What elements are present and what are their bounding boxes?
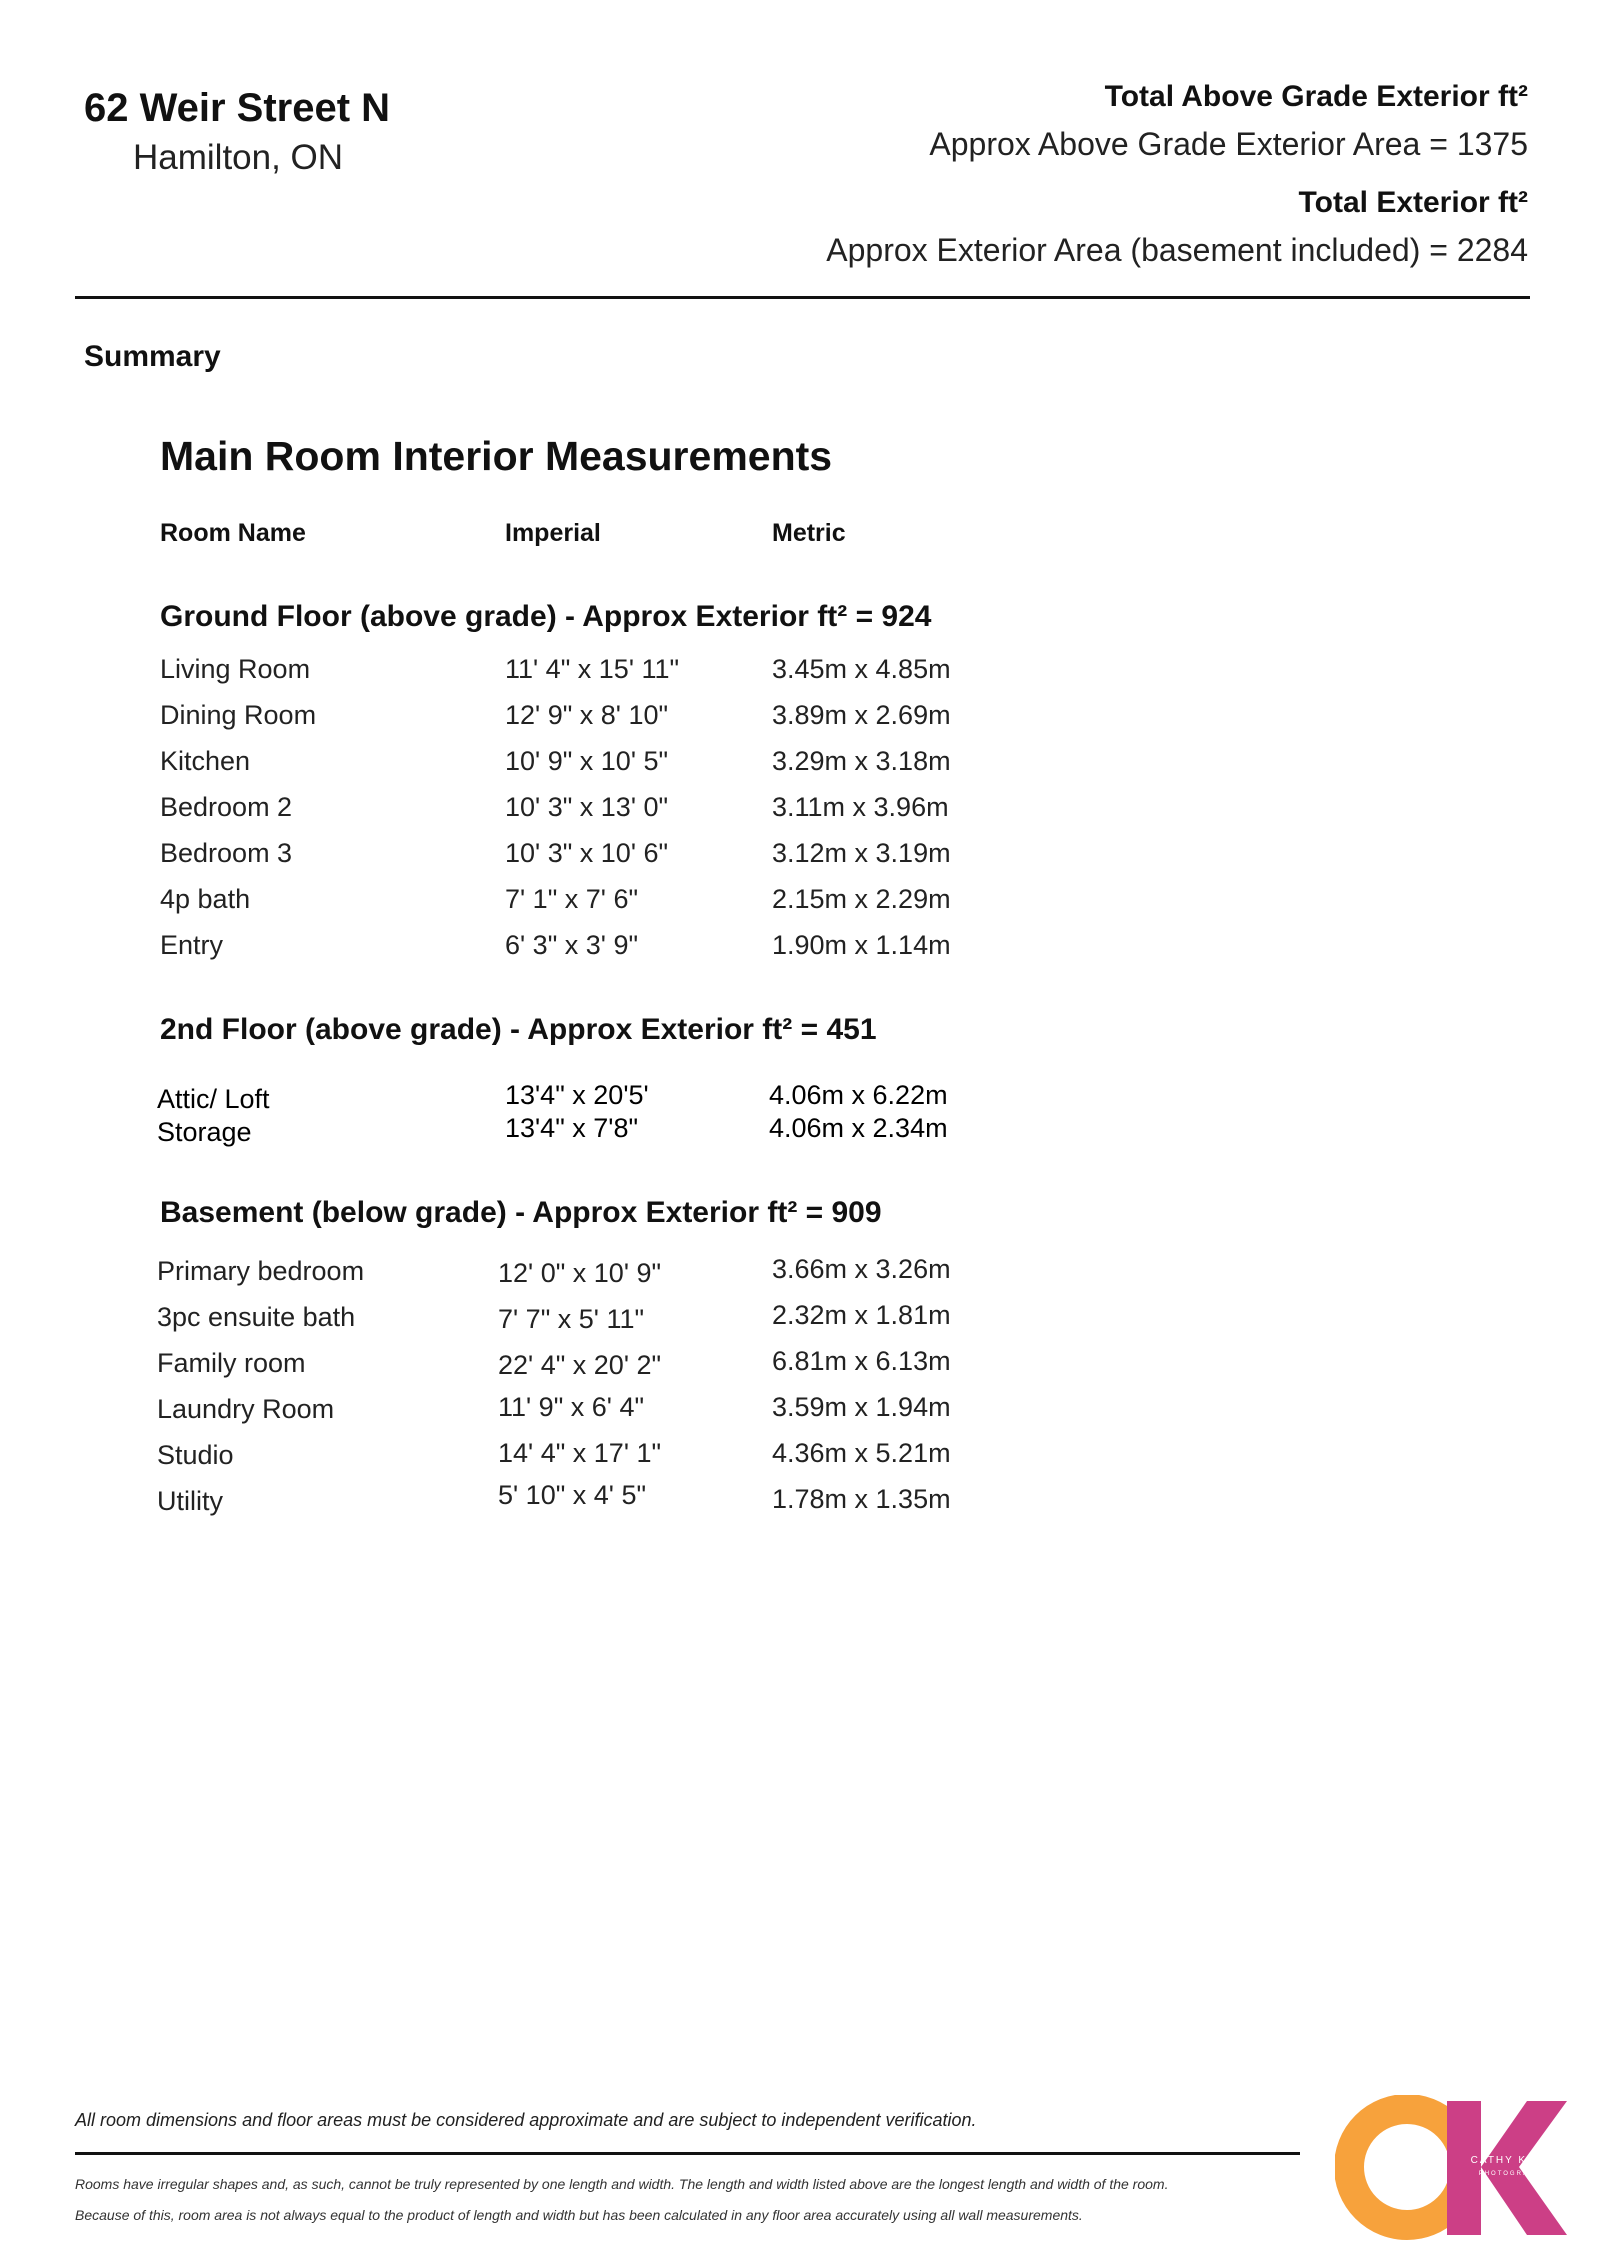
footer-divider bbox=[75, 2152, 1300, 2155]
table-row bbox=[0, 746, 1000, 780]
room-imperial: 7' 7" x 5' 11" bbox=[498, 1304, 645, 1334]
room-name: Bedroom 3 bbox=[160, 838, 293, 868]
column-header-metric: Metric bbox=[772, 519, 846, 547]
room-name: Studio bbox=[157, 1440, 234, 1470]
total-exterior-label: Total Exterior ft² bbox=[1298, 186, 1528, 219]
room-imperial: 11' 4" x 15' 11" bbox=[505, 654, 680, 684]
room-metric: 3.66m x 3.26m bbox=[772, 1254, 951, 1284]
main-title: Main Room Interior Measurements bbox=[160, 433, 833, 479]
room-name: 4p bath bbox=[160, 884, 251, 914]
room-metric: 2.15m x 2.29m bbox=[772, 884, 951, 914]
address-title: 62 Weir Street N bbox=[84, 86, 391, 130]
logo-tagline-text: PHOTOGRAPHY bbox=[1478, 2171, 1548, 2177]
room-imperial: 10' 9" x 10' 5" bbox=[505, 746, 669, 776]
table-row bbox=[0, 838, 1000, 872]
basement-heading: Basement (below grade) - Approx Exterior ft² = 909 bbox=[160, 1196, 882, 1229]
table-row bbox=[0, 1302, 1000, 1336]
room-imperial: 10' 3" x 10' 6" bbox=[505, 838, 669, 868]
table-row bbox=[0, 1113, 1000, 1151]
room-imperial: 14' 4" x 17' 1" bbox=[498, 1438, 662, 1468]
room-imperial: 13'4" x 20'5' bbox=[505, 1080, 649, 1110]
table-row bbox=[0, 1440, 1000, 1474]
room-metric: 1.78m x 1.35m bbox=[772, 1484, 951, 1514]
room-name: Utility bbox=[157, 1486, 223, 1516]
room-name: Attic/ Loft bbox=[157, 1084, 270, 1114]
table-row bbox=[0, 1394, 1000, 1428]
room-metric: 4.06m x 6.22m bbox=[769, 1080, 948, 1110]
room-metric: 4.06m x 2.34m bbox=[769, 1113, 948, 1143]
ok-logo-icon bbox=[1335, 2095, 1570, 2240]
ground-floor-heading: Ground Floor (above grade) - Approx Exterior ft² = 924 bbox=[160, 600, 932, 633]
room-name: Dining Room bbox=[160, 700, 317, 730]
room-name: Primary bedroom bbox=[157, 1256, 365, 1286]
above-grade-label: Total Above Grade Exterior ft² bbox=[1104, 80, 1528, 113]
room-metric: 3.89m x 2.69m bbox=[772, 700, 951, 730]
disclaimer: All room dimensions and floor areas must be considered approximate and are subject to independent verification. bbox=[75, 2110, 977, 2130]
room-imperial: 7' 1" x 7' 6" bbox=[505, 884, 639, 914]
table-row bbox=[0, 1348, 1000, 1382]
column-header-imperial: Imperial bbox=[505, 519, 601, 547]
room-name: Living Room bbox=[160, 654, 311, 684]
room-imperial: 12' 0" x 10' 9" bbox=[498, 1258, 662, 1288]
logo-k-arms bbox=[1478, 2101, 1567, 2235]
second-floor-heading: 2nd Floor (above grade) - Approx Exterior ft² = 451 bbox=[160, 1013, 877, 1046]
header-divider bbox=[75, 296, 1530, 299]
room-metric: 3.29m x 3.18m bbox=[772, 746, 951, 776]
room-metric: 3.11m x 3.96m bbox=[772, 792, 949, 822]
room-imperial: 12' 9" x 8' 10" bbox=[505, 700, 669, 730]
room-name: Laundry Room bbox=[157, 1394, 335, 1424]
room-metric: 4.36m x 5.21m bbox=[772, 1438, 951, 1468]
table-row bbox=[0, 1480, 1000, 1520]
logo-name-text: CATHY KOOP bbox=[1470, 2155, 1556, 2166]
room-metric: 1.90m x 1.14m bbox=[772, 930, 951, 960]
room-imperial: 13'4" x 7'8" bbox=[505, 1113, 639, 1143]
footer-note-line-2: Because of this, room area is not always equal to the product of length and width but has been calculated in any floor area accurately using all wall measurements. bbox=[75, 2207, 1083, 2223]
room-name: Family room bbox=[157, 1348, 306, 1378]
cathy-koop-logo bbox=[1335, 2095, 1570, 2240]
room-imperial: 11' 9" x 6' 4" bbox=[498, 1392, 645, 1422]
room-imperial: 5' 10" x 4' 5" bbox=[498, 1480, 647, 1510]
room-imperial: 10' 3" x 13' 0" bbox=[505, 792, 669, 822]
city-subtitle: Hamilton, ON bbox=[133, 138, 344, 177]
table-row bbox=[0, 930, 1000, 964]
room-metric: 6.81m x 6.13m bbox=[772, 1346, 951, 1376]
room-imperial: 22' 4" x 20' 2" bbox=[498, 1350, 662, 1380]
table-row bbox=[0, 1256, 1000, 1290]
table-row bbox=[0, 654, 1000, 688]
room-metric: 3.59m x 1.94m bbox=[772, 1392, 951, 1422]
table-row bbox=[0, 792, 1000, 826]
room-name: Bedroom 2 bbox=[160, 792, 293, 822]
logo-k-stem bbox=[1447, 2101, 1481, 2235]
total-exterior-value: Approx Exterior Area (basement included) = 2284 bbox=[826, 232, 1528, 268]
room-name: Entry bbox=[160, 930, 224, 960]
column-header-room-name: Room Name bbox=[160, 519, 306, 547]
above-grade-value: Approx Above Grade Exterior Area = 1375 bbox=[929, 126, 1528, 162]
summary-label: Summary bbox=[84, 340, 221, 373]
room-name: Storage bbox=[157, 1117, 252, 1147]
room-metric: 3.12m x 3.19m bbox=[772, 838, 951, 868]
table-row bbox=[0, 700, 1000, 734]
room-name: 3pc ensuite bath bbox=[157, 1302, 356, 1332]
room-metric: 2.32m x 1.81m bbox=[772, 1300, 951, 1330]
table-row bbox=[0, 884, 1000, 918]
footer-note-line-1: Rooms have irregular shapes and, as such, cannot be truly represented by one length and width. The length and width listed above are the longest length and width of the room. bbox=[75, 2176, 1169, 2192]
room-imperial: 6' 3" x 3' 9" bbox=[505, 930, 639, 960]
room-name: Kitchen bbox=[160, 746, 251, 776]
room-metric: 3.45m x 4.85m bbox=[772, 654, 951, 684]
